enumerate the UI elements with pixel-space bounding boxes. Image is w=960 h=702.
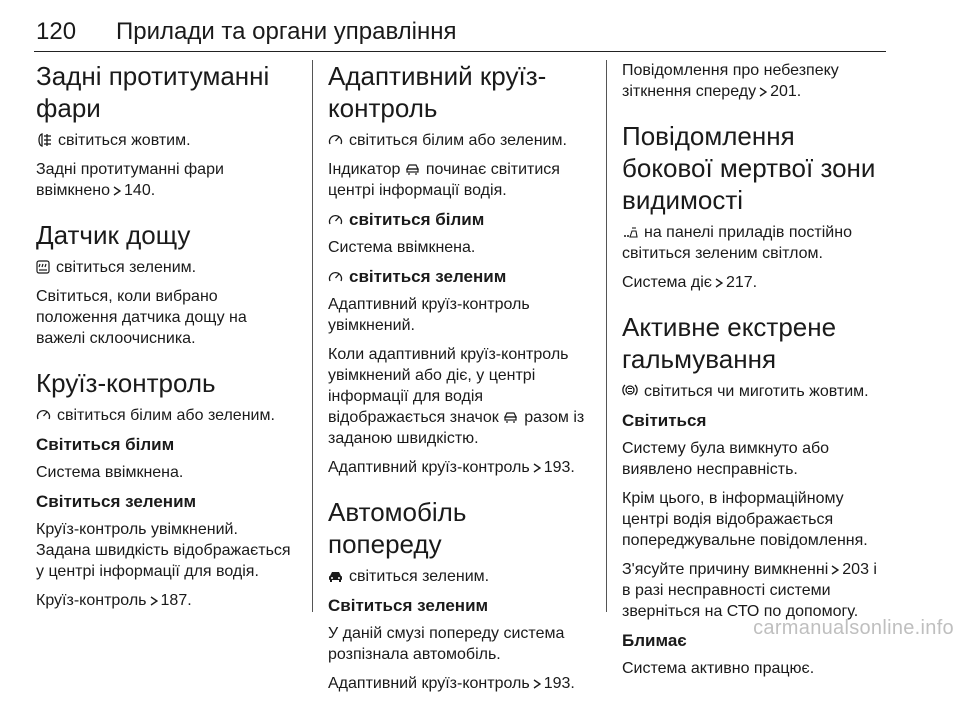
column-3	[622, 60, 884, 687]
section-heading-rain: Датчик дощу	[36, 220, 191, 250]
cruise-control-icon	[328, 133, 343, 147]
page-reference-icon	[759, 82, 767, 92]
watermark: carmanualsonline.info	[753, 617, 954, 639]
aeb-lit-heading: Світиться	[622, 411, 707, 430]
rain-status: світиться зеленим.	[36, 257, 294, 278]
rain-description: Світиться, коли вибрано положення датчика дощу на важелі склоочисника.	[36, 288, 247, 347]
page-reference-icon	[533, 674, 541, 684]
cruise-control-icon	[328, 213, 343, 227]
aeb-lit-text-1: Систему була вимкнуто або виявлено несправність.	[622, 440, 830, 478]
rear-fog-light-icon	[36, 133, 52, 147]
cruise-control-icon	[328, 270, 343, 284]
vehicle-ahead-lit-text: У даній смузі попереду система розпізнала автомобіль.	[328, 625, 565, 663]
acc-white-text: Система ввімкнена.	[328, 239, 476, 256]
vehicle-ahead-icon	[328, 570, 343, 583]
column-2	[328, 60, 586, 702]
acc-green-text-2: Коли адаптивний круїз-контроль увімкнений або діє, у центрі інформації для водія відображається значок разом із заданою швидкістю.	[328, 346, 585, 447]
rain-sensor-icon	[36, 260, 50, 274]
cruise-white-text: Система ввімкнена.	[36, 464, 184, 481]
vehicle-ahead-reference: Адаптивний круїз-контроль 193.	[328, 675, 575, 692]
acc-green-heading: світиться зеленим	[328, 266, 586, 288]
acc-indicator-text: Індикатор починає світитися центрі інформації водія.	[328, 161, 560, 199]
rear-fog-status: світиться жовтим.	[36, 130, 294, 151]
column-divider	[606, 60, 607, 612]
aeb-lit-text-3: З'ясуйте причину вимкненні 203 і в разі несправності системи зверніться на СТО по допомогу.	[622, 561, 877, 620]
aeb-blink-heading: Блимає	[622, 631, 687, 650]
section-heading-vehicle-ahead: Автомобіль попереду	[328, 497, 467, 559]
aeb-blink-text: Система активно працює.	[622, 660, 815, 677]
vehicle-ahead-status: світиться зеленим.	[328, 566, 586, 587]
section-heading-aeb: Активне екстрене гальмування	[622, 312, 837, 374]
page-reference-icon	[831, 560, 839, 570]
section-heading-cruise: Круїз-контроль	[36, 368, 216, 398]
vehicle-ahead-lit-heading: Світиться зеленим	[328, 596, 489, 615]
page-header	[34, 18, 886, 52]
cruise-white-heading: Світиться білим	[36, 435, 175, 454]
blind-spot-icon	[622, 227, 638, 239]
column-divider	[312, 60, 313, 612]
page-reference-icon	[113, 181, 121, 191]
cruise-control-icon	[36, 408, 51, 422]
page-reference-icon	[715, 273, 723, 283]
section-heading-acc: Адаптивний круїз-контроль	[328, 61, 547, 123]
emergency-braking-icon	[622, 382, 638, 398]
cruise-green-heading: Світиться зеленим	[36, 492, 197, 511]
cruise-status: світиться білим або зеленим.	[36, 405, 294, 426]
acc-white-heading: світиться білим	[328, 209, 586, 231]
rear-fog-reference: Задні протитуманні фари ввімкнено 140.	[36, 161, 224, 199]
acc-indicator-icon	[503, 411, 518, 424]
cruise-reference: Круїз-контроль 187.	[36, 592, 192, 609]
page-number: 120	[36, 18, 77, 45]
cruise-green-text: Круїз-контроль увімкнений. Задана швидкість відображається у центрі інформації для водія.	[36, 521, 291, 580]
section-heading-rear-fog: Задні протитуманні фари	[36, 61, 270, 123]
section-heading-blind-spot: Повідомлення бокової мертвої зони видимості	[622, 121, 876, 215]
acc-reference: Адаптивний круїз-контроль 193.	[328, 459, 575, 476]
column-1	[36, 60, 294, 619]
header-rule	[34, 51, 886, 52]
aeb-lit-text-2: Крім цього, в інформаційному центрі водія відображається попереджувальне повідомлення.	[622, 490, 868, 549]
page-reference-icon	[150, 591, 158, 601]
acc-status: світиться білим або зеленим.	[328, 130, 586, 151]
acc-indicator-icon	[405, 163, 420, 176]
acc-green-text-1: Адаптивний круїз-контроль увімкнений.	[328, 296, 530, 334]
blind-spot-status: на панелі приладів постійно світиться зеленим світлом.	[622, 224, 852, 262]
aeb-status: світиться чи миготить жовтим.	[622, 381, 884, 402]
page-reference-icon	[533, 458, 541, 468]
collision-warning-reference: Повідомлення про небезпеку зіткнення спереду 201.	[622, 62, 839, 100]
header-title: Прилади та органи управління	[116, 18, 457, 45]
blind-spot-reference: Система діє 217.	[622, 274, 758, 291]
